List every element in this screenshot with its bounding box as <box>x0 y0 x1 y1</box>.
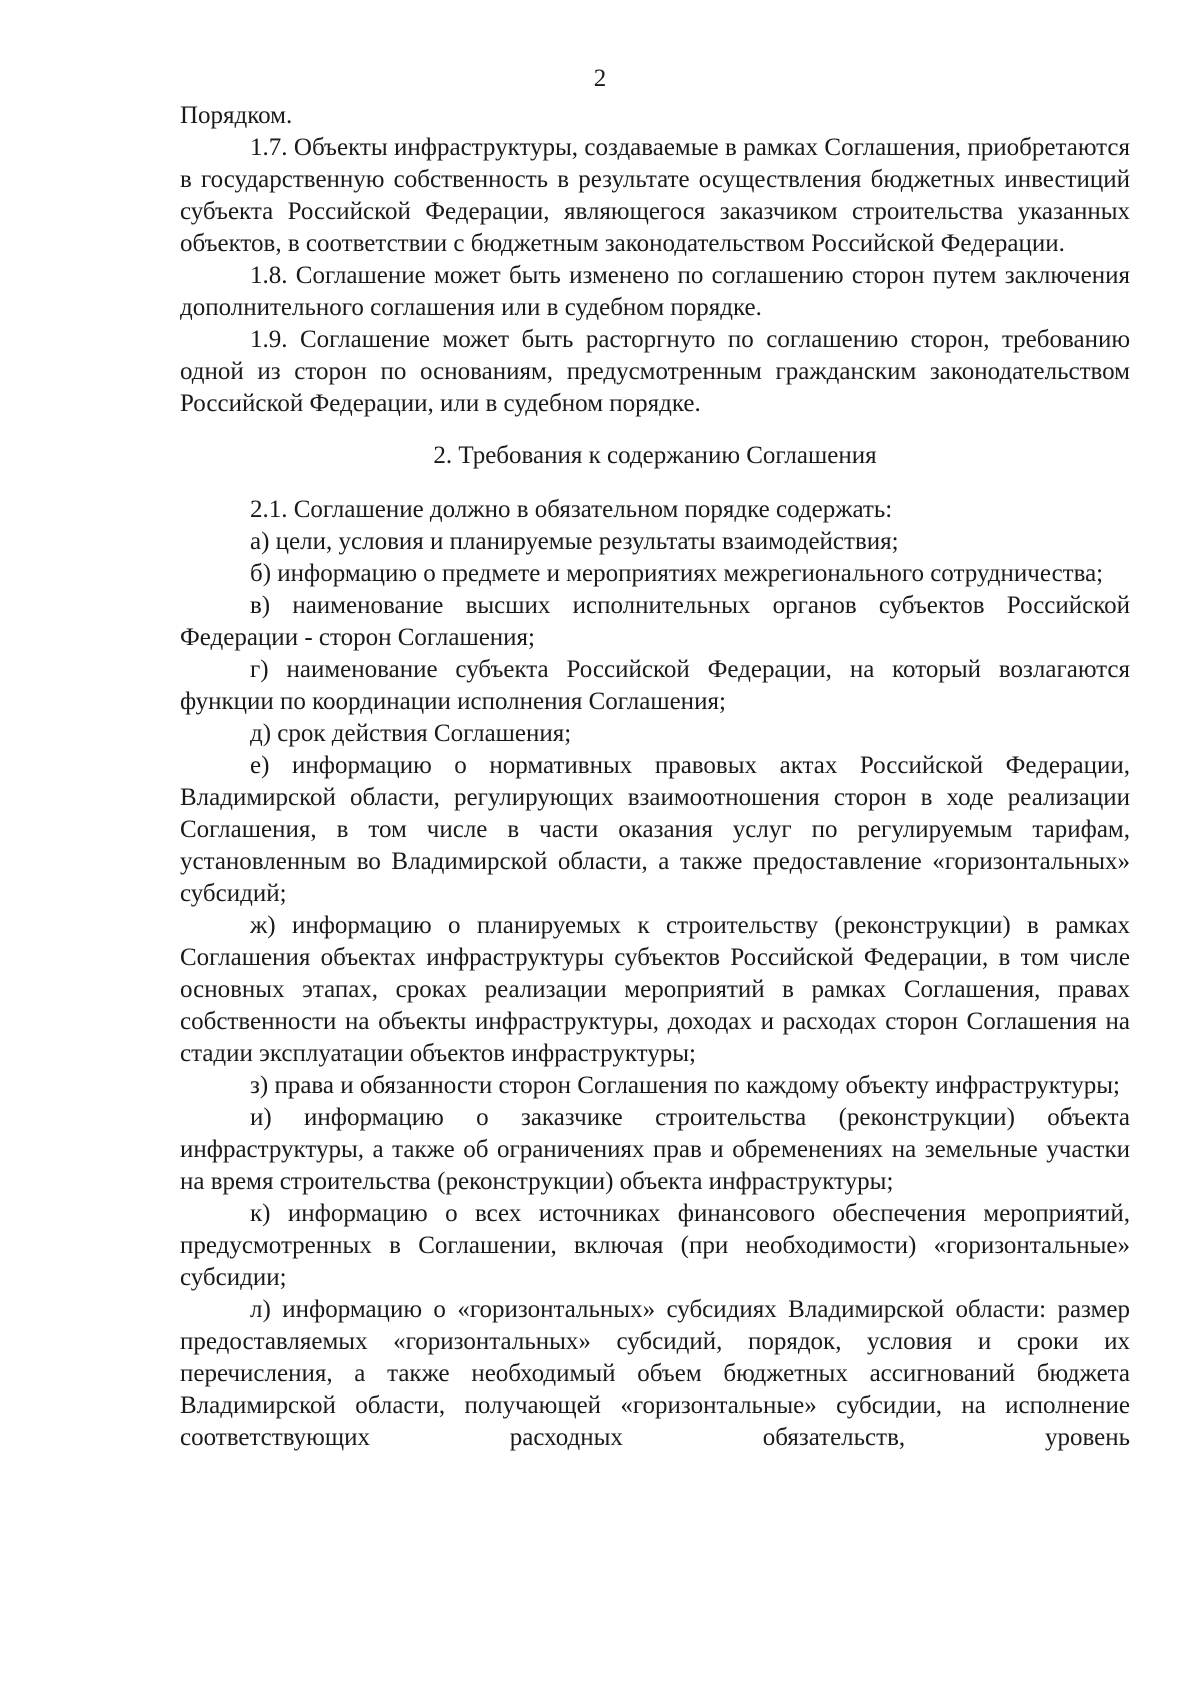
paragraph-1-8: 1.8. Соглашение может быть изменено по соглашению сторон путем заключения дополнительного соглашения или в судебном порядке. <box>180 262 1130 321</box>
paragraph-1-7: 1.7. Объекты инфраструктуры, создаваемые в рамках Соглашения, приобретаются в государственную собственность в результате осуществления бюджетных инвестиций субъекта Российской Федерации, являющегося заказчиком строительства указанных объектов, в соответствии с бюджетным законодательством Российской Федерации. <box>180 134 1130 257</box>
list-item-b: б) информацию о предмете и мероприятиях межрегионального сотрудничества; <box>250 560 1104 587</box>
list-item-l: л) информацию о «горизонтальных» субсидиях Владимирской области: размер предоставляемых «горизонтальных» субсидий, порядок, условия и сроки их перечисления, а также необходимый объем бюджетных ассигнований бюджета Владимирской области, получающей «горизонтальные» субсидии, на исполнение соответствующих расходных обязательств, уровень <box>180 1296 1130 1451</box>
list-item-d: д) срок действия Соглашения; <box>250 720 572 747</box>
section-heading: 2. Требования к содержанию Соглашения <box>433 442 877 469</box>
list-item-v: в) наименование высших исполнительных органов субъектов Российской Федерации - сторон Соглашения; <box>180 592 1130 651</box>
list-item-e: е) информацию о нормативных правовых актах Российской Федерации, Владимирской области, регулирующих взаимоотношения сторон в ходе реализации Соглашения, в том числе в части оказания услуг по регулируемым тарифам, установленным во Владимирской области, а также предоставление «горизонтальных» субсидий; <box>180 752 1130 907</box>
page-number: 2 <box>593 65 607 92</box>
list-item-a: а) цели, условия и планируемые результаты взаимодействия; <box>250 528 899 555</box>
document-body <box>180 100 1130 1454</box>
list-item-g: г) наименование субъекта Российской Федерации, на который возлагаются функции по координации исполнения Соглашения; <box>180 656 1130 715</box>
paragraph-continuation: Порядком. <box>180 102 293 129</box>
paragraph-1-9: 1.9. Соглашение может быть расторгнуто по соглашению сторон, требованию одной из сторон по основаниям, предусмотренным гражданским законодательством Российской Федерации, или в судебном порядке. <box>180 326 1130 417</box>
list-item-zh: ж) информацию о планируемых к строительству (реконструкции) в рамках Соглашения объектах инфраструктуры субъектов Российской Федерации, в том числе основных этапах, сроках реализации мероприятий в рамках Соглашения, правах собственности на объекты инфраструктуры, доходах и расходах сторон Соглашения на стадии эксплуатации объектов инфраструктуры; <box>180 912 1130 1067</box>
paragraph-2-1: 2.1. Соглашение должно в обязательном порядке содержать: <box>250 496 893 523</box>
list-item-i: и) информацию о заказчике строительства (реконструкции) объекта инфраструктуры, а также об ограничениях прав и обременениях на земельные участки на время строительства (реконструкции) объекта инфраструктуры; <box>180 1104 1130 1195</box>
list-item-k: к) информацию о всех источниках финансового обеспечения мероприятий, предусмотренных в Соглашении, включая (при необходимости) «горизонтальные» субсидии; <box>180 1200 1130 1291</box>
list-item-z: з) права и обязанности сторон Соглашения по каждому объекту инфраструктуры; <box>250 1072 1120 1099</box>
